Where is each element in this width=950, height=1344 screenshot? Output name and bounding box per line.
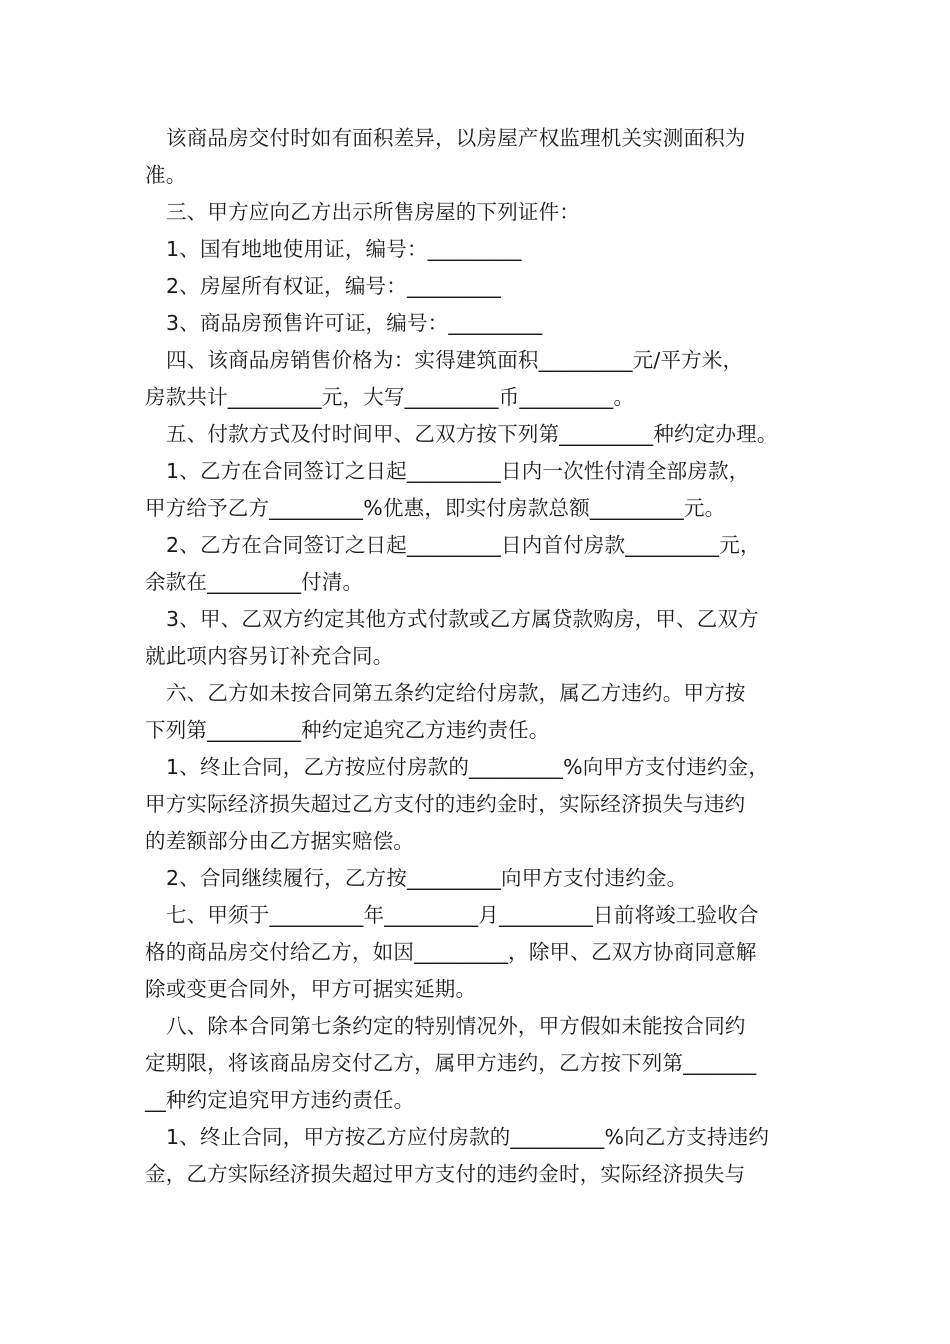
text-line: 2、合同继续履行，乙方按_________向甲方支付违约金。 [166,866,688,890]
text-line: 甲方给予乙方_________%优惠，即实付房款总额_________元。 [145,496,726,520]
text-line: __种约定追究甲方违约责任。 [145,1088,415,1112]
text-line: 3、商品房预售许可证，编号：_________ [166,311,543,335]
text-line: 的差额部分由乙方据实赔偿。 [145,829,415,853]
text-line: 2、乙方在合同签订之日起_________日内首付房款_________元， [166,533,761,557]
text-line: 准。 [145,163,187,187]
text-line: 八、除本合同第七条约定的特别情况外，甲方假如未能按合同约 [166,1014,746,1038]
text-line: 3、甲、乙双方约定其他方式付款或乙方属贷款购房，甲、乙双方 [166,607,759,631]
text-line: 该商品房交付时如有面积差异，以房屋产权监理机关实测面积为 [166,126,746,150]
text-line: 下列第_________种约定追究乙方违约责任。 [145,718,550,742]
text-line: 五、付款方式及付时间甲、乙双方按下列第_________种约定办理。 [166,422,778,446]
text-line: 1、终止合同，甲方按乙方应付房款的_________%向乙方支持违约 [166,1125,770,1149]
text-line: 金，乙方实际经济损失超过甲方支付的违约金时，实际经济损失与 [145,1162,746,1186]
text-line: 三、甲方应向乙方出示所售房屋的下列证件： [166,200,580,224]
text-line: 房款共计_________元，大写_________币_________。 [145,385,635,409]
text-line: 格的商品房交付给乙方，如因_________，除甲、乙双方协商同意解 [145,940,757,964]
text-line: 除或变更合同外，甲方可据实延期。 [145,977,477,1001]
text-line: 余款在_________付清。 [145,570,364,594]
text-line: 1、乙方在合同签订之日起_________日内一次性付清全部房款， [166,459,750,483]
text-line: 定期限，将该商品房交付乙方，属甲方违约，乙方按下列第_______ [145,1051,757,1075]
text-line: 1、终止合同，乙方按应付房款的_________%向甲方支付违约金， [166,755,770,779]
text-line: 七、甲须于_________年_________月_________日前将竣工验收合 [166,903,759,927]
text-line: 四、该商品房销售价格为：实得建筑面积_________元/平方米， [166,348,744,372]
text-line: 2、房屋所有权证，编号：_________ [166,274,501,298]
text-line: 甲方实际经济损失超过乙方支付的违约金时，实际经济损失与违约 [145,792,746,816]
text-line: 就此项内容另订补充合同。 [145,644,394,668]
text-line: 六、乙方如未按合同第五条约定给付房款，属乙方违约。甲方按 [166,681,746,705]
text-line: 1、国有地地使用证，编号：_________ [166,237,522,261]
